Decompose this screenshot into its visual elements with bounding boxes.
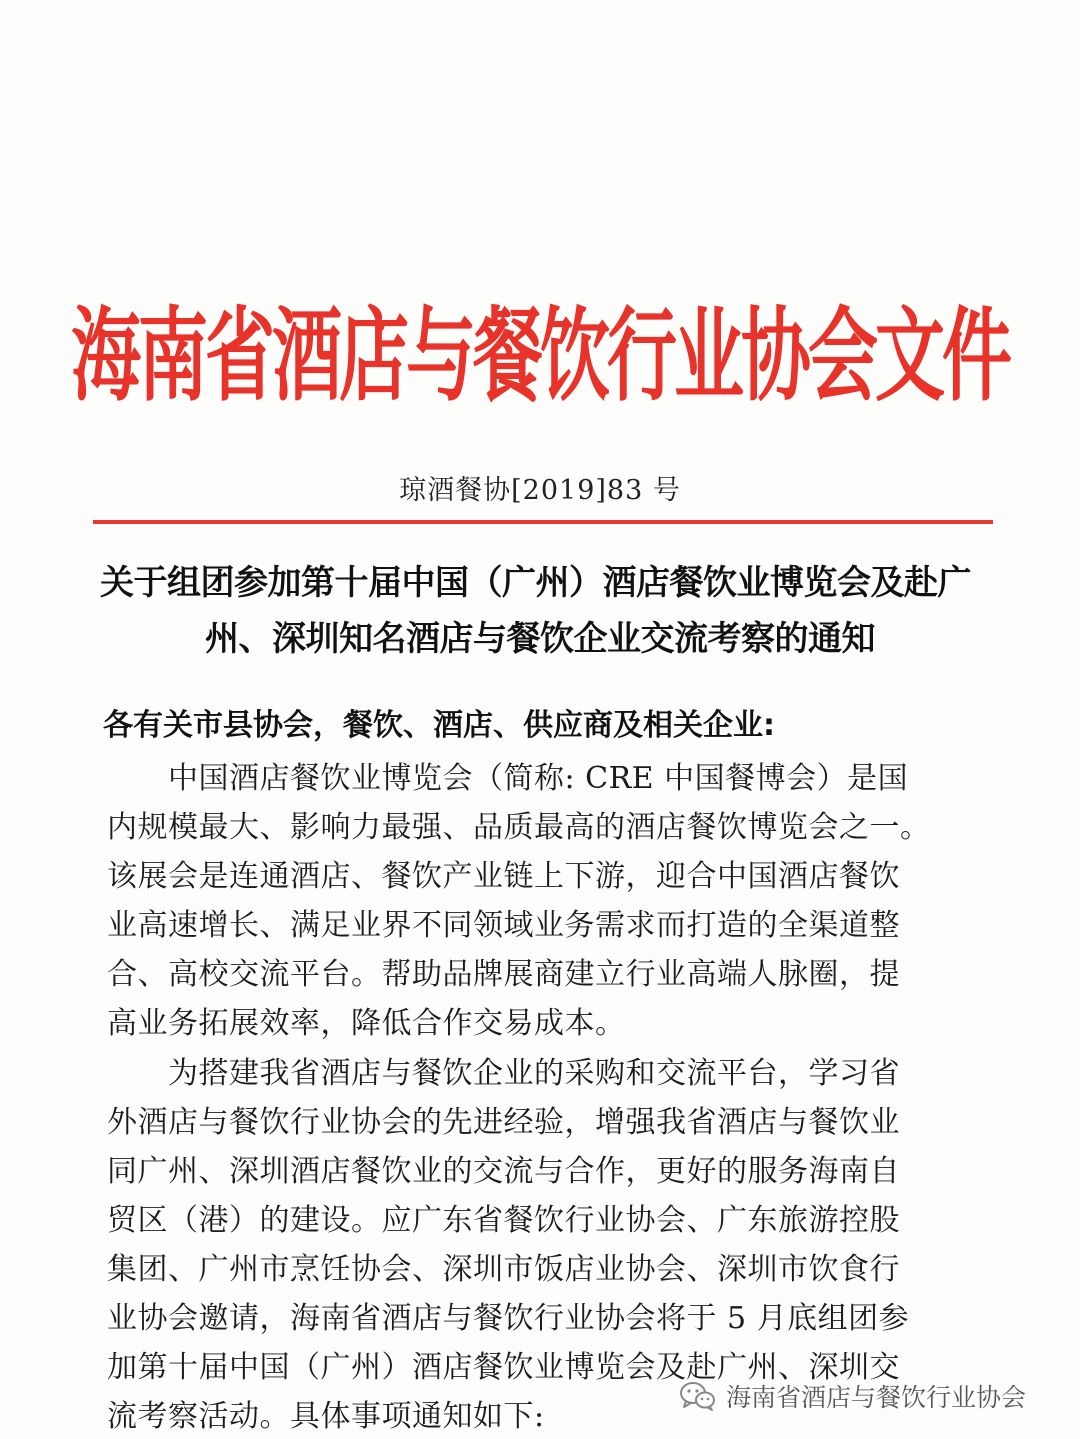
document-number: 琼酒餐协[2019]83 号 <box>399 475 681 506</box>
notice-title-line-2: 州、深圳知名酒店与餐饮企业交流考察的通知 <box>205 619 875 659</box>
body-line: 业高速增长、满足业界不同领域业务需求而打造的全渠道整 <box>107 908 900 943</box>
organization-title: 海南省酒店与餐饮行业协会文件 <box>71 296 1009 416</box>
body-line: 中国酒店餐饮业博览会（简称: CRE 中国餐博会）是国 <box>107 761 909 796</box>
notice-title <box>100 555 980 667</box>
notice-title-line-1: 关于组团参加第十届中国（广州）酒店餐饮业博览会及赴广 <box>100 563 971 603</box>
body-line: 业协会邀请，海南省酒店与餐饮行业协会将于 5 月底组团参 <box>107 1301 910 1336</box>
wechat-watermark <box>678 1376 1026 1416</box>
body-line: 贸区（港）的建设。应广东省餐饮行业协会、广东旅游控股 <box>107 1203 900 1238</box>
body-line: 流考察活动。具体事项通知如下: <box>107 1399 545 1434</box>
red-divider-line <box>93 520 993 524</box>
body-line: 外酒店与餐饮行业协会的先进经验，增强我省酒店与餐饮业 <box>107 1105 900 1140</box>
body-line: 高业务拓展效率，降低合作交易成本。 <box>107 1006 626 1041</box>
body-line: 加第十届中国（广州）酒店餐饮业博览会及赴广州、深圳交 <box>107 1350 900 1385</box>
body-line: 该展会是连通酒店、餐饮产业链上下游，迎合中国酒店餐饮 <box>107 859 900 894</box>
body-line: 集团、广州市烹饪协会、深圳市饭店业协会、深圳市饮食行 <box>107 1252 900 1287</box>
salutation: 各有关市县协会，餐饮、酒店、供应商及相关企业: <box>103 708 775 743</box>
body-line: 内规模最大、影响力最强、品质最高的酒店餐饮博览会之一。 <box>107 810 931 845</box>
body-line: 同广州、深圳酒店餐饮业的交流与合作，更好的服务海南自 <box>107 1154 900 1189</box>
wechat-icon <box>678 1379 716 1413</box>
watermark-text: 海南省酒店与餐饮行业协会 <box>726 1383 1027 1412</box>
body-line: 为搭建我省酒店与餐饮企业的采购和交流平台，学习省 <box>107 1056 900 1091</box>
body-line: 合、高校交流平台。帮助品牌展商建立行业高端人脉圈，提 <box>107 957 900 992</box>
